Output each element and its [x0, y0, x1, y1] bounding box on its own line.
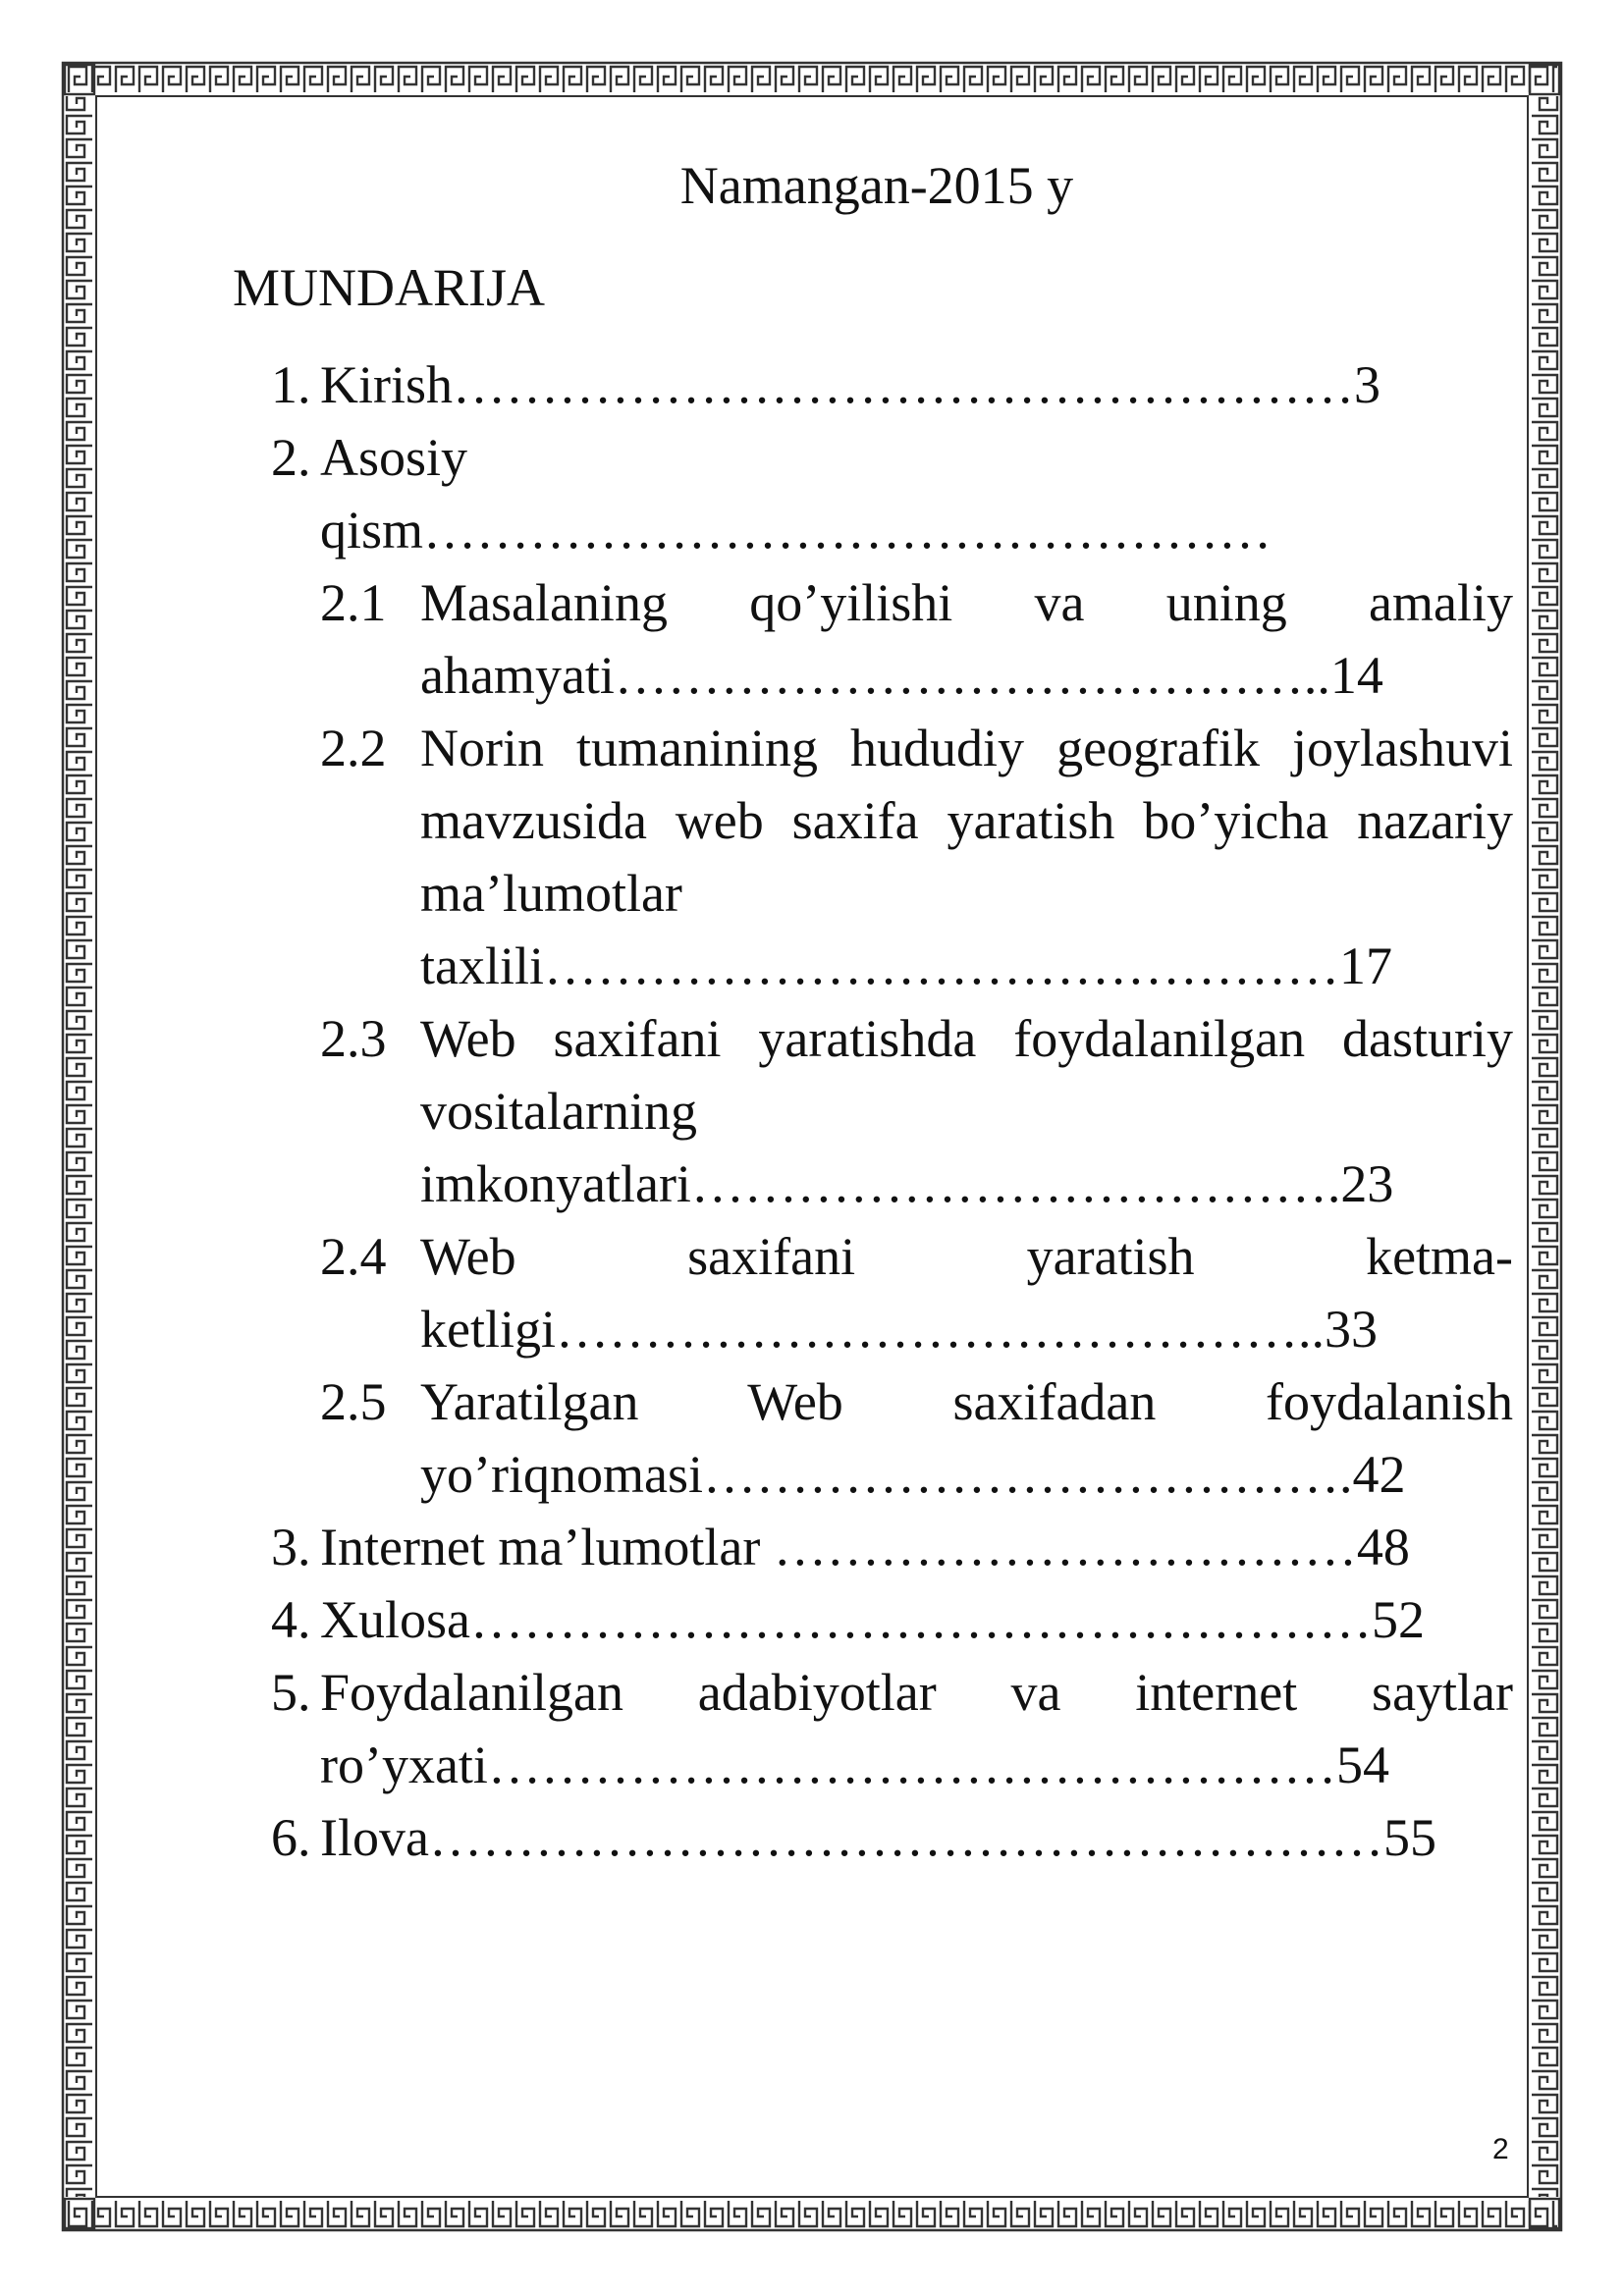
toc-item-asosiy-cont[interactable]: qism………………………………………… — [320, 501, 1272, 560]
toc-item-kirish[interactable]: Kirish……………………………………………3 — [320, 355, 1380, 414]
toc-item-2-3-cont[interactable]: vositalarning — [420, 1082, 697, 1141]
toc-item-2-4[interactable]: Web saxifani yaratish ketma- — [420, 1227, 1513, 1286]
toc-item-2-1-cont[interactable]: ahamyati…………………………………..14 — [420, 646, 1383, 705]
toc-item-2-5-cont[interactable]: yo’riqnomasi……………………………….42 — [420, 1445, 1406, 1504]
toc-number: 2.4 — [320, 1227, 387, 1286]
toc-number: 3. — [271, 1518, 311, 1576]
toc-number: 2.1 — [320, 573, 387, 632]
toc-item-adabiyotlar[interactable]: Foydalanilgan adabiyotlar va internet saytlar — [320, 1663, 1513, 1722]
toc-item-2-4-cont[interactable]: ketligi……………………………………..33 — [420, 1300, 1378, 1359]
toc-item-ilova[interactable]: Ilova………………………………………………55 — [320, 1808, 1436, 1867]
toc-number: 6. — [271, 1808, 311, 1867]
toc-number: 5. — [271, 1663, 311, 1722]
toc-number: 2.2 — [320, 719, 387, 777]
toc-item-2-3-cont[interactable]: imkonyatlari……………………………….23 — [420, 1154, 1394, 1213]
toc-item-xulosa[interactable]: Xulosa……………………………………………52 — [320, 1590, 1425, 1649]
toc-number: 2. — [271, 428, 311, 487]
toc-number: 2.3 — [320, 1009, 387, 1068]
toc-item-2-2-cont[interactable]: taxlili………………………………………17 — [420, 936, 1392, 995]
toc-item-2-3[interactable]: Web saxifani yaratishda foydalanilgan dasturiy — [420, 1009, 1513, 1068]
toc-number: 4. — [271, 1590, 311, 1649]
toc-item-2-2[interactable]: Norin tumanining hududiy geografik joylashuvi — [420, 719, 1513, 777]
toc-item-asosiy[interactable]: Asosiy — [320, 428, 468, 487]
document-header: Namangan-2015 y — [679, 156, 1074, 215]
toc-item-2-2-cont[interactable]: mavzusida web saxifa yaratish bo’yicha nazariy — [420, 791, 1513, 850]
toc-item-2-5[interactable]: Yaratilgan Web saxifadan foydalanish — [420, 1372, 1513, 1431]
toc-title: MUNDARIJA — [233, 258, 546, 317]
toc-item-2-2-cont[interactable]: ma’lumotlar — [420, 864, 682, 923]
toc-number: 2.5 — [320, 1372, 387, 1431]
toc-item-2-1[interactable]: Masalaning qo’yilishi va uning amaliy — [420, 573, 1513, 632]
toc-number: 1. — [271, 355, 311, 414]
toc-item-internet[interactable]: Internet ma’lumotlar ……………………………48 — [320, 1518, 1410, 1576]
toc-item-adabiyotlar-cont[interactable]: ro’yxati…………………………………………54 — [320, 1735, 1389, 1794]
page-number: 2 — [1492, 2133, 1509, 2165]
